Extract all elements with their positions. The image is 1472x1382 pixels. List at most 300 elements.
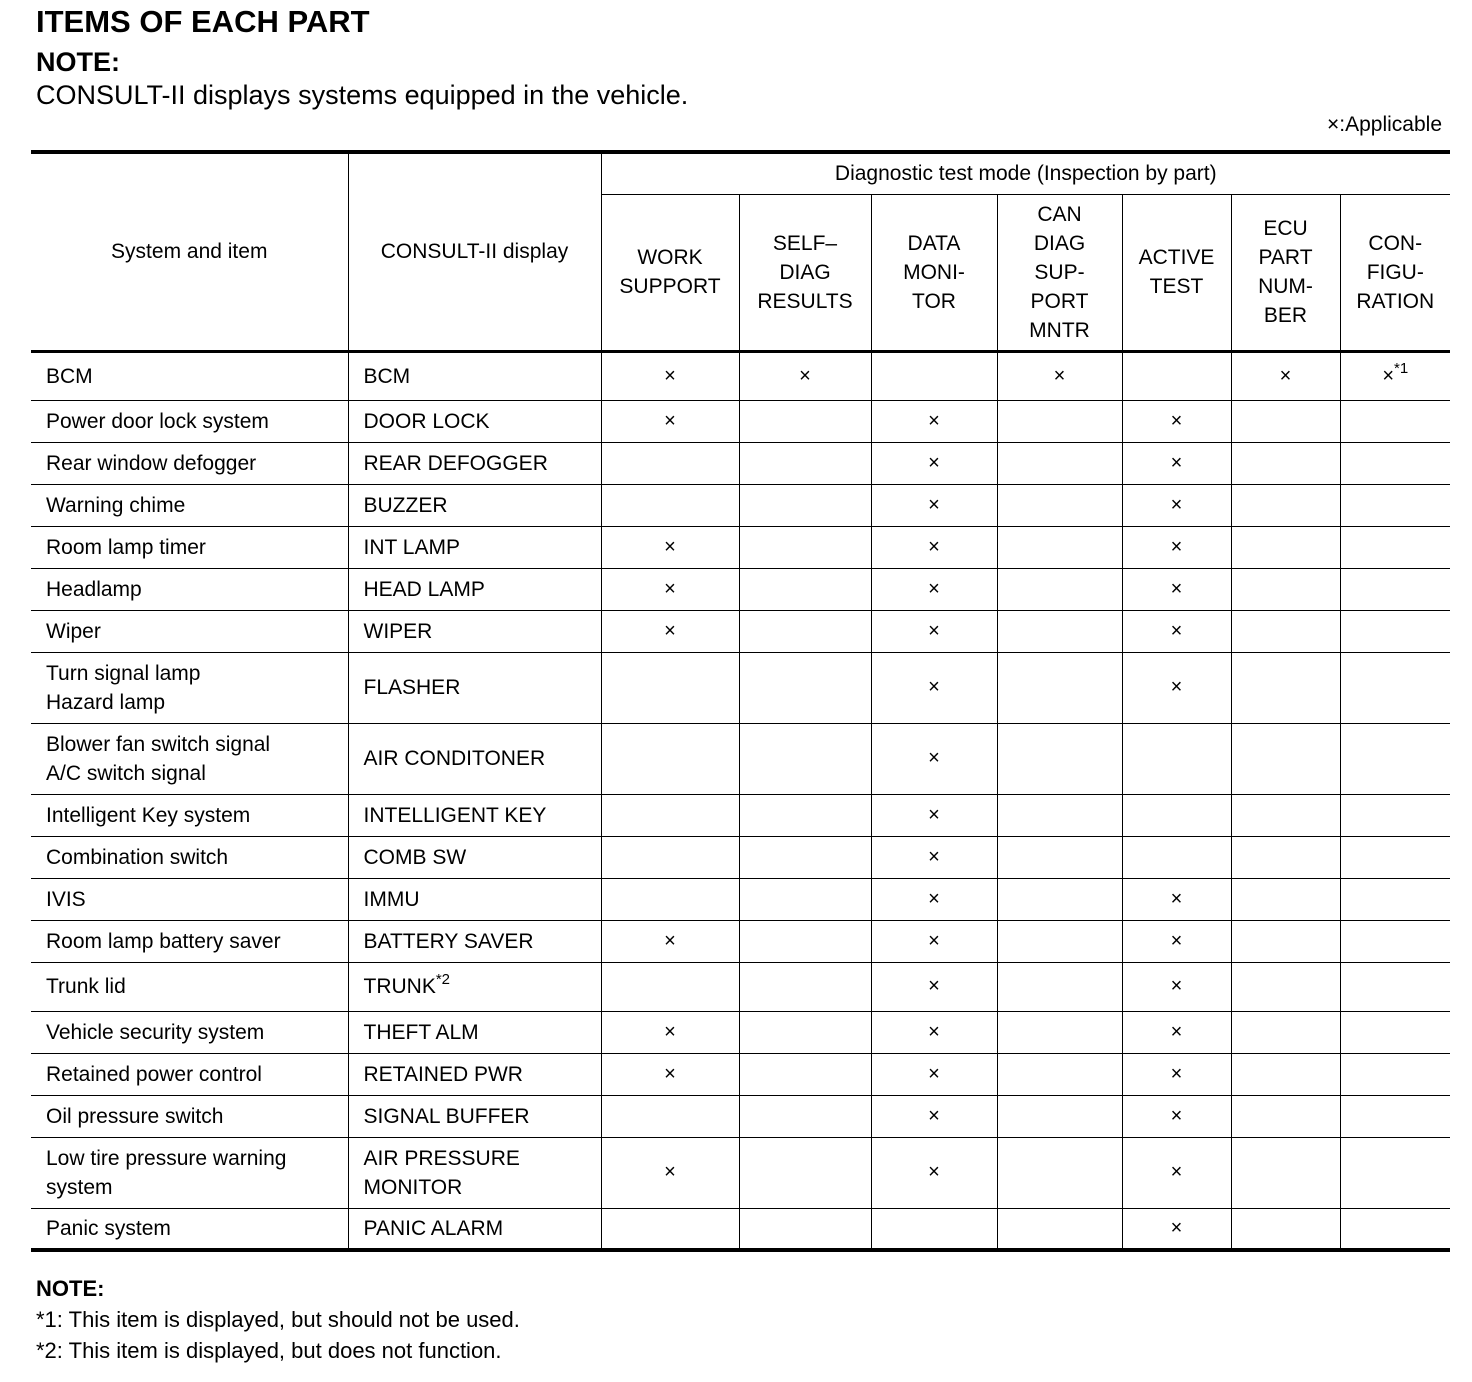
applicable-mark: × xyxy=(928,619,940,642)
applicable-mark: × xyxy=(664,409,676,432)
header-line: RATION xyxy=(1356,289,1435,313)
mark-cell-work-support xyxy=(601,878,739,920)
mark-cell-ecu-part-number xyxy=(1231,526,1340,568)
mark-cell-self-diag-results xyxy=(739,1137,871,1208)
page-title: ITEMS OF EACH PART xyxy=(36,4,370,39)
header-line: SELF– xyxy=(772,231,838,255)
header-line: BER xyxy=(1263,304,1308,327)
consult-display-value: DOOR LOCK xyxy=(363,409,490,433)
mark-cell-self-diag-results xyxy=(739,962,871,1011)
header-configuration xyxy=(1340,194,1450,351)
system-item-text: Trunk lid xyxy=(46,975,126,998)
consult-display-value: TRUNK xyxy=(363,975,436,998)
consult-display-text xyxy=(364,801,601,830)
mark-cell-configuration xyxy=(1340,723,1450,794)
mark-cell-configuration xyxy=(1340,526,1450,568)
footnote-ref: *1 xyxy=(1394,359,1409,377)
table-row xyxy=(31,442,1450,484)
consult-display-text xyxy=(364,1173,601,1202)
mark-cell-self-diag-results xyxy=(739,1053,871,1095)
consult-display-value: BUZZER xyxy=(363,493,448,517)
consult-display-cell xyxy=(348,794,601,836)
consult-display-text xyxy=(364,972,601,1001)
mark-cell-configuration xyxy=(1340,1137,1450,1208)
mark-cell-work-support xyxy=(601,723,739,794)
consult-display-value: AIR CONDITONER xyxy=(363,747,546,770)
system-item-text: Wiper xyxy=(46,619,101,643)
mark-cell-data-monitor xyxy=(871,1053,997,1095)
mark-cell-active-test xyxy=(1122,1208,1231,1250)
system-item-cell xyxy=(31,351,348,400)
mark-cell-ecu-part-number xyxy=(1231,442,1340,484)
consult-display-text xyxy=(364,407,601,436)
consult-display-text xyxy=(364,744,601,773)
system-item-cell xyxy=(31,1208,348,1250)
applicable-mark: × xyxy=(928,887,940,910)
mark-cell-work-support xyxy=(601,442,739,484)
system-item-text: system xyxy=(46,1175,113,1199)
mark-cell-work-support xyxy=(601,351,739,400)
applicable-mark: × xyxy=(664,1020,676,1043)
applicable-mark: × xyxy=(1170,975,1183,997)
table-row xyxy=(31,652,1450,723)
consult-display-text xyxy=(364,1060,601,1089)
header-work-support xyxy=(601,194,739,351)
header-line: ACTIVE xyxy=(1138,246,1215,269)
applicable-mark: × xyxy=(1382,364,1395,387)
mark-cell-ecu-part-number xyxy=(1231,652,1340,723)
mark-cell-configuration xyxy=(1340,442,1450,484)
applicable-mark: × xyxy=(1053,364,1066,387)
mark-cell-work-support xyxy=(601,484,739,526)
mark-cell-data-monitor xyxy=(871,878,997,920)
consult-display-text xyxy=(364,927,601,956)
mark-cell-can-diag-support-mntr xyxy=(997,1011,1122,1053)
mark-cell-can-diag-support-mntr xyxy=(997,836,1122,878)
header-line: MONI- xyxy=(903,260,965,284)
header-active-test xyxy=(1122,194,1231,351)
mark-cell-active-test xyxy=(1122,1095,1231,1137)
footnote-2: *2: This item is displayed, but does not function. xyxy=(36,1338,502,1363)
consult-display-text xyxy=(364,533,601,562)
mark-cell-configuration xyxy=(1340,878,1450,920)
mark-cell-ecu-part-number xyxy=(1231,484,1340,526)
header-consult-display: CONSULT-II display xyxy=(348,152,601,351)
mark-cell-data-monitor xyxy=(871,1137,997,1208)
mark-cell-ecu-part-number xyxy=(1231,1011,1340,1053)
header-line: NUM- xyxy=(1258,275,1313,298)
mark-cell-self-diag-results xyxy=(739,652,871,723)
mark-cell-work-support xyxy=(601,568,739,610)
mark-cell-can-diag-support-mntr xyxy=(997,1137,1122,1208)
consult-display-value: AIR PRESSURE xyxy=(363,1146,520,1170)
consult-display-cell xyxy=(348,836,601,878)
mark-cell-ecu-part-number xyxy=(1231,610,1340,652)
mark-cell-ecu-part-number xyxy=(1231,836,1340,878)
table-row xyxy=(31,962,1450,1011)
table-row xyxy=(31,794,1450,836)
mark-cell-can-diag-support-mntr xyxy=(997,723,1122,794)
consult-display-value: BATTERY SAVER xyxy=(363,929,534,953)
mark-cell-can-diag-support-mntr xyxy=(997,1095,1122,1137)
consult-display-text xyxy=(364,575,601,604)
system-item-cell xyxy=(31,400,348,442)
mark-cell-data-monitor xyxy=(871,526,997,568)
mark-cell-self-diag-results xyxy=(739,920,871,962)
applicable-mark: × xyxy=(928,929,940,952)
mark-cell-active-test xyxy=(1122,1053,1231,1095)
applicable-mark: × xyxy=(928,845,940,868)
consult-display-value: HEAD LAMP xyxy=(363,577,485,601)
applicable-mark: × xyxy=(1170,676,1183,698)
consult-display-text xyxy=(364,1214,601,1243)
applicable-mark: × xyxy=(1170,493,1183,516)
system-item-text: Panic system xyxy=(46,1216,171,1240)
mark-cell-work-support xyxy=(601,920,739,962)
mark-cell-self-diag-results xyxy=(739,1095,871,1137)
system-item-text: Intelligent Key system xyxy=(46,803,251,827)
applicable-mark: × xyxy=(664,364,676,387)
consult-display-cell xyxy=(348,568,601,610)
system-item-text: BCM xyxy=(46,364,93,388)
mark-cell-ecu-part-number xyxy=(1231,1095,1340,1137)
mark-cell-active-test xyxy=(1122,652,1231,723)
header-line: WORK xyxy=(637,246,703,269)
consult-display-cell xyxy=(348,400,601,442)
applicable-mark: × xyxy=(928,1062,940,1085)
consult-display-text xyxy=(364,843,601,872)
mark-cell-active-test xyxy=(1122,836,1231,878)
consult-display-value: INT LAMP xyxy=(363,535,460,559)
mark-cell-work-support xyxy=(601,1053,739,1095)
applicable-mark: × xyxy=(928,577,940,600)
consult-display-value: INTELLIGENT KEY xyxy=(363,803,547,827)
header-system-and-item: System and item xyxy=(31,152,348,351)
mark-cell-self-diag-results xyxy=(739,442,871,484)
applicable-mark: × xyxy=(799,364,811,387)
mark-cell-work-support xyxy=(601,1095,739,1137)
mark-cell-configuration xyxy=(1340,794,1450,836)
applicable-mark: × xyxy=(1170,1104,1183,1127)
applicable-mark: × xyxy=(1170,1161,1183,1183)
table-row xyxy=(31,610,1450,652)
mark-cell-work-support xyxy=(601,652,739,723)
system-item-cell xyxy=(31,652,348,723)
mark-cell-configuration xyxy=(1340,920,1450,962)
mark-cell-data-monitor xyxy=(871,400,997,442)
footnote-label: NOTE: xyxy=(36,1276,105,1301)
applicable-mark: × xyxy=(1170,887,1183,910)
mark-cell-data-monitor xyxy=(871,1011,997,1053)
table-row xyxy=(31,1208,1450,1250)
mark-cell-configuration xyxy=(1340,568,1450,610)
consult-display-text xyxy=(364,1144,601,1173)
consult-display-cell xyxy=(348,610,601,652)
mark-cell-ecu-part-number xyxy=(1231,962,1340,1011)
header-line: TOR xyxy=(912,289,956,313)
applicable-mark: × xyxy=(664,929,676,952)
mark-cell-data-monitor xyxy=(871,920,997,962)
mark-cell-ecu-part-number xyxy=(1231,1137,1340,1208)
consult-display-value: PANIC ALARM xyxy=(363,1216,504,1240)
mark-cell-self-diag-results xyxy=(739,794,871,836)
applicable-mark: × xyxy=(928,1020,940,1043)
system-item-text: Power door lock system xyxy=(46,409,269,433)
applicable-mark: × xyxy=(664,619,676,642)
mark-cell-data-monitor xyxy=(871,1095,997,1137)
mark-cell-data-monitor xyxy=(871,1208,997,1250)
header-ecu-part-number xyxy=(1231,194,1340,351)
mark-cell-work-support xyxy=(601,1137,739,1208)
mark-cell-can-diag-support-mntr xyxy=(997,962,1122,1011)
applicable-mark: × xyxy=(928,493,940,516)
system-item-cell xyxy=(31,610,348,652)
mark-cell-self-diag-results xyxy=(739,1208,871,1250)
applicable-mark: × xyxy=(1170,929,1183,952)
applicable-mark: × xyxy=(1170,535,1183,558)
note-label: NOTE: xyxy=(36,47,120,77)
applicable-mark: × xyxy=(1170,409,1183,432)
mark-cell-ecu-part-number xyxy=(1231,400,1340,442)
mark-cell-data-monitor xyxy=(871,794,997,836)
applicable-mark: × xyxy=(1170,1020,1183,1043)
applicable-mark: × xyxy=(1170,451,1183,474)
consult-display-value: RETAINED PWR xyxy=(363,1062,523,1086)
mark-cell-configuration xyxy=(1340,652,1450,723)
mark-cell-can-diag-support-mntr xyxy=(997,878,1122,920)
applicable-mark: × xyxy=(928,535,940,558)
mark-cell-configuration xyxy=(1340,1208,1450,1250)
mark-cell-configuration xyxy=(1340,400,1450,442)
system-item-cell xyxy=(31,962,348,1011)
header-line: SUPPORT xyxy=(619,275,721,298)
table-row xyxy=(31,1137,1450,1208)
consult-display-cell xyxy=(348,526,601,568)
applicable-mark: × xyxy=(928,451,940,474)
mark-cell-ecu-part-number xyxy=(1231,920,1340,962)
applicable-mark: × xyxy=(928,803,940,826)
mark-cell-configuration xyxy=(1340,1095,1450,1137)
system-item-cell xyxy=(31,526,348,568)
consult-display-cell xyxy=(348,1053,601,1095)
applicable-mark: × xyxy=(1170,619,1183,642)
mark-cell-can-diag-support-mntr xyxy=(997,526,1122,568)
header-self-diag-results xyxy=(739,194,871,351)
mark-cell-can-diag-support-mntr xyxy=(997,610,1122,652)
mark-cell-active-test xyxy=(1122,400,1231,442)
consult-display-cell xyxy=(348,351,601,400)
applicable-mark: × xyxy=(928,1104,940,1127)
applicable-mark: × xyxy=(1170,1216,1183,1239)
header-line: SUP- xyxy=(1034,260,1085,284)
system-item-text: Oil pressure switch xyxy=(46,1104,224,1128)
consult-display-cell xyxy=(348,652,601,723)
mark-cell-active-test xyxy=(1122,878,1231,920)
mark-cell-self-diag-results xyxy=(739,610,871,652)
system-item-cell xyxy=(31,1095,348,1137)
system-item-text: Hazard lamp xyxy=(46,690,166,714)
consult-display-text xyxy=(364,885,601,914)
header-line: DATA xyxy=(907,231,961,255)
consult-display-text xyxy=(364,673,601,702)
mark-cell-data-monitor xyxy=(871,610,997,652)
header-line: CAN xyxy=(1037,202,1082,226)
mark-cell-can-diag-support-mntr xyxy=(997,920,1122,962)
applicable-mark: × xyxy=(928,1161,940,1183)
table-row xyxy=(31,1095,1450,1137)
header-line: RESULTS xyxy=(757,289,853,313)
header-can-diag-support-mntr xyxy=(997,194,1122,351)
system-item-text: Low tire pressure warning xyxy=(46,1146,287,1170)
mark-cell-ecu-part-number xyxy=(1231,568,1340,610)
mark-cell-active-test xyxy=(1122,1011,1231,1053)
table-row xyxy=(31,484,1450,526)
consult-display-text xyxy=(364,362,601,391)
header-line: CON- xyxy=(1368,231,1423,255)
consult-display-cell xyxy=(348,1208,601,1250)
mark-cell-active-test xyxy=(1122,1137,1231,1208)
mark-cell-work-support xyxy=(601,1208,739,1250)
system-item-text: Vehicle security system xyxy=(46,1020,265,1044)
mark-cell-work-support xyxy=(601,1011,739,1053)
header-line: PORT xyxy=(1030,289,1089,313)
mark-cell-active-test xyxy=(1122,442,1231,484)
applicable-mark: × xyxy=(664,1062,676,1085)
mark-cell-self-diag-results xyxy=(739,400,871,442)
mark-cell-work-support xyxy=(601,794,739,836)
consult-display-cell xyxy=(348,878,601,920)
system-item-text: Turn signal lamp xyxy=(46,661,201,685)
consult-display-value: FLASHER xyxy=(363,676,461,699)
mark-cell-can-diag-support-mntr xyxy=(997,442,1122,484)
mark-cell-configuration xyxy=(1340,610,1450,652)
header-line: PART xyxy=(1258,246,1313,269)
system-item-text: Room lamp battery saver xyxy=(46,929,281,953)
consult-display-text xyxy=(364,1018,601,1047)
header-diagnostic-test-mode: Diagnostic test mode (Inspection by part) xyxy=(601,152,1450,194)
consult-display-cell xyxy=(348,723,601,794)
consult-display-text xyxy=(364,617,601,646)
header-data-monitor xyxy=(871,194,997,351)
table-row xyxy=(31,878,1450,920)
mark-cell-data-monitor xyxy=(871,652,997,723)
consult-display-value: BCM xyxy=(363,364,411,388)
header-line: MNTR xyxy=(1029,318,1090,342)
mark-cell-can-diag-support-mntr xyxy=(997,351,1122,400)
system-item-cell xyxy=(31,1053,348,1095)
header-line: ECU xyxy=(1263,217,1308,240)
system-item-cell xyxy=(31,920,348,962)
system-item-text: Room lamp timer xyxy=(46,535,206,559)
system-item-cell xyxy=(31,442,348,484)
consult-display-cell xyxy=(348,1095,601,1137)
system-item-cell xyxy=(31,723,348,794)
mark-cell-self-diag-results xyxy=(739,836,871,878)
mark-cell-data-monitor xyxy=(871,568,997,610)
mark-cell-active-test xyxy=(1122,723,1231,794)
mark-cell-ecu-part-number xyxy=(1231,794,1340,836)
consult-display-value: MONITOR xyxy=(363,1175,463,1199)
mark-cell-can-diag-support-mntr xyxy=(997,1053,1122,1095)
consult-display-cell xyxy=(348,1011,601,1053)
consult-display-cell xyxy=(348,1137,601,1208)
mark-cell-can-diag-support-mntr xyxy=(997,652,1122,723)
mark-cell-active-test xyxy=(1122,794,1231,836)
mark-cell-data-monitor xyxy=(871,442,997,484)
mark-cell-data-monitor xyxy=(871,962,997,1011)
table-row xyxy=(31,723,1450,794)
table-row xyxy=(31,400,1450,442)
applicable-legend: ×:Applicable xyxy=(1327,113,1442,136)
mark-cell-data-monitor xyxy=(871,836,997,878)
applicable-mark: × xyxy=(664,577,676,600)
consult-display-value: THEFT ALM xyxy=(363,1020,479,1044)
note-text: CONSULT-II displays systems equipped in the vehicle. xyxy=(36,80,689,110)
mark-cell-ecu-part-number xyxy=(1231,878,1340,920)
header-line: DIAG xyxy=(1033,231,1086,255)
mark-cell-work-support xyxy=(601,400,739,442)
table-row xyxy=(31,1011,1450,1053)
mark-cell-can-diag-support-mntr xyxy=(997,794,1122,836)
table-row xyxy=(31,568,1450,610)
mark-cell-configuration xyxy=(1340,484,1450,526)
consult-display-text xyxy=(364,1102,601,1131)
mark-cell-ecu-part-number xyxy=(1231,723,1340,794)
mark-cell-ecu-part-number xyxy=(1231,1208,1340,1250)
table-row xyxy=(31,920,1450,962)
applicable-mark: × xyxy=(664,535,676,558)
footnote-1: *1: This item is displayed, but should not be used. xyxy=(36,1307,520,1332)
system-item-cell xyxy=(31,484,348,526)
mark-cell-can-diag-support-mntr xyxy=(997,1208,1122,1250)
mark-cell-active-test xyxy=(1122,568,1231,610)
consult-display-cell xyxy=(348,920,601,962)
mark-cell-active-test xyxy=(1122,526,1231,568)
mark-cell-work-support xyxy=(601,526,739,568)
mark-cell-work-support xyxy=(601,610,739,652)
mark-cell-data-monitor xyxy=(871,351,997,400)
system-item-cell xyxy=(31,836,348,878)
mark-cell-configuration xyxy=(1340,1011,1450,1053)
system-item-text: Combination switch xyxy=(46,845,229,869)
system-item-text: Blower fan switch signal xyxy=(46,732,271,756)
applicable-mark: × xyxy=(664,1161,676,1183)
mark-cell-configuration xyxy=(1340,836,1450,878)
mark-cell-can-diag-support-mntr xyxy=(997,400,1122,442)
consult-display-cell xyxy=(348,962,601,1011)
consult-display-value: REAR DEFOGGER xyxy=(363,451,548,475)
system-item-cell xyxy=(31,794,348,836)
mark-cell-active-test xyxy=(1122,920,1231,962)
header-line: DIAG xyxy=(779,260,831,284)
header-line: FIGU- xyxy=(1366,260,1424,284)
mark-cell-configuration xyxy=(1340,962,1450,1011)
consult-display-value: WIPER xyxy=(363,619,433,643)
system-item-cell xyxy=(31,878,348,920)
table-row xyxy=(31,1053,1450,1095)
applicable-mark: × xyxy=(1279,364,1292,387)
consult-display-text xyxy=(364,449,601,478)
mark-cell-work-support xyxy=(601,836,739,878)
system-item-text: IVIS xyxy=(46,887,86,911)
mark-cell-ecu-part-number xyxy=(1231,1053,1340,1095)
mark-cell-configuration xyxy=(1340,351,1450,400)
applicable-mark: × xyxy=(1170,1062,1183,1085)
mark-cell-self-diag-results xyxy=(739,484,871,526)
system-item-text: A/C switch signal xyxy=(46,761,206,785)
system-item-cell xyxy=(31,1011,348,1053)
mark-cell-active-test xyxy=(1122,962,1231,1011)
